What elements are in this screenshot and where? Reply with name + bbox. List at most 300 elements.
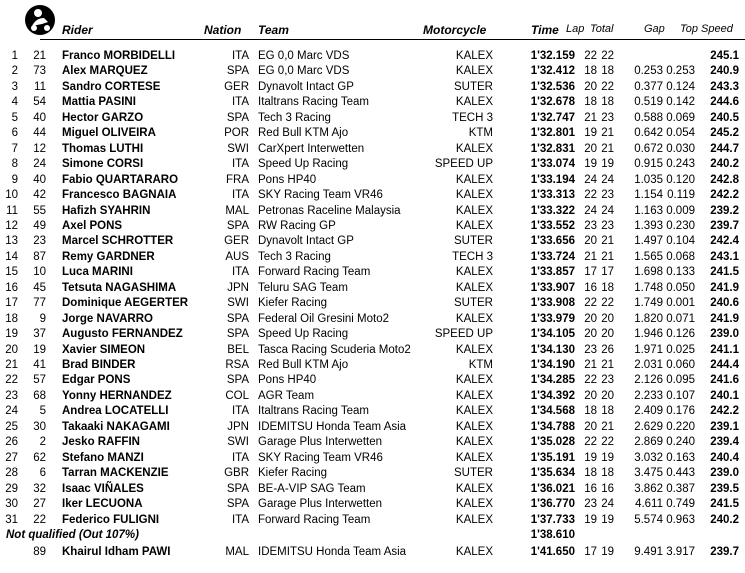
lap-time: 1'36.770 <box>530 498 575 511</box>
rider-number: 11 <box>34 80 46 93</box>
best-lap: 23 <box>584 219 597 232</box>
team-name: Dynavolt Intact GP <box>258 80 354 93</box>
table-row <box>0 204 745 219</box>
table-row <box>0 157 745 172</box>
gap-to-leader: 9.491 <box>634 546 663 559</box>
gap-to-previous: 0.124 <box>666 80 695 93</box>
rider-number: 55 <box>33 204 46 217</box>
gap-to-leader: 4.611 <box>635 498 663 511</box>
team-name: Speed Up Racing <box>258 328 349 341</box>
team-name: Federal Oil Gresini Moto2 <box>258 312 390 325</box>
nation: SWI <box>227 436 249 449</box>
rider-name: Edgar PONS <box>62 374 131 387</box>
rider-name: Yonny HERNANDEZ <box>62 389 172 402</box>
rider-number: 62 <box>33 451 46 464</box>
motorcycle: SUTER <box>454 467 493 480</box>
nation: SPA <box>226 328 249 341</box>
top-speed: 242.2 <box>710 405 739 418</box>
position: 10 <box>5 189 18 202</box>
top-speed: 241.1 <box>710 343 739 356</box>
table-row <box>0 250 745 265</box>
motorcycle: KALEX <box>455 405 493 418</box>
header-team: Team <box>258 23 289 37</box>
rider-number: 5 <box>39 405 46 418</box>
rider-number: 12 <box>33 142 46 155</box>
gap-to-previous: 0.001 <box>666 297 695 310</box>
total-laps: 23 <box>601 111 614 124</box>
team-name: Tech 3 Racing <box>258 111 331 124</box>
lap-time: 1'33.724 <box>530 250 575 263</box>
table-row <box>0 281 745 296</box>
rider-number: 42 <box>33 189 46 202</box>
gap-to-leader: 0.642 <box>634 127 663 140</box>
nation: ITA <box>231 451 249 464</box>
table-row <box>0 126 745 141</box>
motorcycle: KALEX <box>455 420 493 433</box>
gap-to-previous: 0.068 <box>666 250 695 263</box>
team-name: IDEMITSU Honda Team Asia <box>258 546 407 559</box>
table-row <box>0 188 745 203</box>
nation: ITA <box>231 266 249 279</box>
gap-to-previous: 0.749 <box>666 498 695 511</box>
rider-number: 27 <box>33 498 46 511</box>
gap-to-previous: 0.054 <box>666 127 695 140</box>
motorcycle: KALEX <box>455 96 493 109</box>
best-lap: 19 <box>584 451 597 464</box>
gap-to-previous: 0.220 <box>666 420 695 433</box>
gap-to-leader: 0.672 <box>634 142 663 155</box>
lap-time: 1'33.194 <box>530 173 575 186</box>
top-speed: 240.2 <box>710 513 739 526</box>
top-speed: 240.4 <box>710 451 739 464</box>
position: 27 <box>5 451 18 464</box>
lap-time: 1'37.733 <box>530 513 575 526</box>
rider-name: Francesco BAGNAIA <box>62 189 177 202</box>
total-laps: 24 <box>601 498 614 511</box>
table-row <box>0 296 745 311</box>
gap-to-leader: 2.233 <box>634 389 663 402</box>
gap-to-leader: 0.519 <box>634 96 663 109</box>
best-lap: 18 <box>584 96 597 109</box>
total-laps: 21 <box>601 142 614 155</box>
nation: GER <box>224 235 249 248</box>
motorcycle-rider-icon <box>24 4 56 36</box>
top-speed: 240.6 <box>710 297 739 310</box>
rider-name: Alex MARQUEZ <box>62 65 148 78</box>
best-lap: 22 <box>584 374 597 387</box>
best-lap: 16 <box>584 482 597 495</box>
lap-time: 1'33.313 <box>530 189 575 202</box>
lap-time: 1'34.788 <box>530 420 575 433</box>
rider-name: Augusto FERNANDEZ <box>62 328 183 341</box>
best-lap: 19 <box>584 513 597 526</box>
rider-number: 23 <box>33 235 46 248</box>
nation: SPA <box>226 65 249 78</box>
gap-to-previous: 0.387 <box>666 482 695 495</box>
table-row <box>0 219 745 234</box>
nation: ITA <box>231 513 249 526</box>
motorcycle: KALEX <box>455 142 493 155</box>
position: 24 <box>5 405 18 418</box>
rider-number: 89 <box>33 546 46 559</box>
best-lap: 21 <box>584 359 597 371</box>
table-header <box>0 0 745 40</box>
motorcycle: KALEX <box>455 498 493 511</box>
gap-to-leader: 1.163 <box>634 204 663 217</box>
nation: FRA <box>226 173 249 186</box>
table-row <box>0 234 745 249</box>
rider-number: 41 <box>33 359 46 371</box>
rider-name: Luca MARINI <box>62 266 133 279</box>
position: 9 <box>11 173 18 186</box>
not-qualified-label: Not qualified (Out 107%) <box>6 528 139 541</box>
table-row <box>0 513 745 528</box>
team-name: EG 0,0 Marc VDS <box>258 50 350 62</box>
gap-to-leader: 1.154 <box>634 189 663 202</box>
rider-name: Mattia PASINI <box>62 96 136 109</box>
gap-to-leader: 1.946 <box>634 328 663 341</box>
position: 17 <box>5 297 18 310</box>
best-lap: 18 <box>584 405 597 418</box>
gap-to-previous: 0.253 <box>666 65 695 78</box>
rider-name: Marcel SCHROTTER <box>62 235 174 248</box>
team-name: AGR Team <box>258 389 315 402</box>
header-total: Total <box>590 23 614 35</box>
team-name: CarXpert Interwetten <box>258 142 365 155</box>
rider-number: 30 <box>33 420 46 433</box>
motorcycle: SPEED UP <box>434 158 493 171</box>
motorcycle: KALEX <box>455 451 493 464</box>
gap-to-leader: 1.748 <box>634 281 663 294</box>
total-laps: 22 <box>601 50 614 62</box>
rider-number: 6 <box>39 467 46 480</box>
top-speed: 241.5 <box>710 266 739 279</box>
position: 28 <box>5 467 18 480</box>
gap-to-leader: 1.971 <box>634 343 663 356</box>
top-speed: 239.1 <box>710 420 739 433</box>
nation: AUS <box>225 250 249 263</box>
table-row <box>0 111 745 126</box>
top-speed: 244.6 <box>710 96 739 109</box>
best-lap: 17 <box>584 546 597 559</box>
nation: BEL <box>227 343 249 356</box>
gap-to-leader: 1.698 <box>634 266 663 279</box>
team-name: Kiefer Racing <box>258 297 328 310</box>
team-name: Forward Racing Team <box>258 266 371 279</box>
best-lap: 22 <box>584 189 597 202</box>
team-name: Forward Racing Team <box>258 513 371 526</box>
position: 13 <box>5 235 18 248</box>
position: 3 <box>11 80 18 93</box>
gap-to-leader: 1.749 <box>634 297 663 310</box>
rider-name: Remy GARDNER <box>62 250 155 263</box>
total-laps: 18 <box>601 65 614 78</box>
table-row <box>0 49 745 64</box>
motorcycle: KALEX <box>455 389 493 402</box>
position: 19 <box>5 328 18 341</box>
nation: COL <box>225 389 249 402</box>
rider-name: Xavier SIMEON <box>62 343 146 356</box>
team-name: Petronas Raceline Malaysia <box>258 204 401 217</box>
lap-time: 1'35.634 <box>530 467 575 480</box>
rider-number: 45 <box>33 281 46 294</box>
table-row <box>0 420 745 435</box>
nation: ITA <box>231 405 249 418</box>
gap-to-leader: 1.035 <box>634 173 663 186</box>
gap-to-previous: 3.917 <box>666 546 695 559</box>
position: 1 <box>11 50 18 62</box>
lap-time: 1'34.190 <box>530 359 575 371</box>
team-name: Garage Plus Interwetten <box>258 498 383 511</box>
rider-number: 24 <box>33 158 46 171</box>
gap-to-leader: 3.862 <box>634 482 663 495</box>
table-row <box>0 80 745 95</box>
rider-number: 19 <box>33 343 46 356</box>
rider-name: Tetsuta NAGASHIMA <box>62 281 177 294</box>
gap-to-leader: 1.565 <box>634 250 663 263</box>
team-name: Speed Up Racing <box>258 158 349 171</box>
best-lap: 24 <box>584 173 597 186</box>
top-speed: 241.5 <box>710 498 739 511</box>
gap-to-previous: 0.230 <box>666 219 695 232</box>
motorcycle: KALEX <box>455 189 493 202</box>
rider-name: Stefano MANZI <box>62 451 144 464</box>
best-lap: 22 <box>584 50 597 62</box>
top-speed: 244.4 <box>710 359 739 371</box>
lap-time: 1'34.392 <box>530 389 575 402</box>
gap-to-previous: 0.163 <box>666 451 695 464</box>
total-laps: 18 <box>601 96 614 109</box>
gap-to-previous: 0.126 <box>666 328 695 341</box>
rider-name: Brad BINDER <box>62 359 136 371</box>
rider-name: Hafizh SYAHRIN <box>62 204 151 217</box>
total-laps: 23 <box>601 374 614 387</box>
team-name: Red Bull KTM Ajo <box>258 127 349 140</box>
team-name: IDEMITSU Honda Team Asia <box>258 420 407 433</box>
header-rider: Rider <box>62 23 93 37</box>
lap-time: 1'36.021 <box>530 482 575 495</box>
motorcycle: TECH 3 <box>452 250 493 263</box>
total-laps: 22 <box>601 297 614 310</box>
table-row <box>0 497 745 512</box>
motorcycle: KALEX <box>455 266 493 279</box>
rider-name: Takaaki NAKAGAMI <box>62 420 170 433</box>
rider-name: Fabio QUARTARARO <box>62 173 179 186</box>
team-name: Kiefer Racing <box>258 467 328 480</box>
lap-time: 1'32.159 <box>530 50 575 62</box>
nation: SPA <box>226 498 249 511</box>
gap-to-previous: 0.963 <box>666 513 695 526</box>
total-laps: 21 <box>601 127 614 140</box>
position: 5 <box>11 111 18 124</box>
gap-to-leader: 1.393 <box>634 219 663 232</box>
gap-to-leader: 1.497 <box>634 235 663 248</box>
team-name: Red Bull KTM Ajo <box>258 359 349 371</box>
total-laps: 23 <box>601 189 614 202</box>
position: 23 <box>5 389 18 402</box>
lap-time: 1'35.028 <box>530 436 575 449</box>
lap-time: 1'33.074 <box>530 158 575 171</box>
nation: SPA <box>226 111 249 124</box>
rider-number: 73 <box>33 65 46 78</box>
nation: JPN <box>227 420 249 433</box>
gap-to-previous: 0.104 <box>666 235 695 248</box>
motorcycle: KALEX <box>455 513 493 526</box>
position: 18 <box>5 312 18 325</box>
nation: ITA <box>231 189 249 202</box>
top-speed: 239.4 <box>710 436 739 449</box>
position: 21 <box>5 359 18 371</box>
top-speed: 239.2 <box>710 204 739 217</box>
total-laps: 19 <box>601 451 614 464</box>
total-laps: 18 <box>601 467 614 480</box>
top-speed: 243.3 <box>710 80 739 93</box>
gap-to-leader: 2.629 <box>634 420 663 433</box>
table-row <box>0 373 745 388</box>
lap-time: 1'34.568 <box>530 405 575 418</box>
best-lap: 20 <box>584 312 597 325</box>
header-time: Time <box>531 23 559 37</box>
gap-to-leader: 3.032 <box>634 451 663 464</box>
qualifying-limit-time: 1'38.610 <box>530 528 575 541</box>
position: 7 <box>11 142 18 155</box>
rider-name: Thomas LUTHI <box>62 142 144 155</box>
lap-time: 1'34.285 <box>530 374 575 387</box>
position: 15 <box>5 266 18 279</box>
gap-to-leader: 2.409 <box>634 405 663 418</box>
lap-time: 1'33.979 <box>530 312 575 325</box>
table-row <box>0 173 745 188</box>
nation: MAL <box>225 204 249 217</box>
motorcycle: SPEED UP <box>434 328 493 341</box>
team-name: Garage Plus Interwetten <box>258 436 383 449</box>
motorcycle: KALEX <box>455 312 493 325</box>
motorcycle: KALEX <box>455 50 493 62</box>
rider-name: Andrea LOCATELLI <box>62 405 169 418</box>
table-row <box>0 64 745 79</box>
nation: RSA <box>225 359 249 371</box>
position: 20 <box>5 343 18 356</box>
gap-to-previous: 0.050 <box>666 281 695 294</box>
rider-number: 44 <box>33 127 46 140</box>
motorcycle: KALEX <box>455 204 493 217</box>
rider-number: 77 <box>33 297 46 310</box>
position: 29 <box>5 482 18 495</box>
rider-name: Iker LECUONA <box>62 498 143 511</box>
rider-name: Jorge NAVARRO <box>62 312 153 325</box>
header-nation: Nation <box>204 23 242 37</box>
header-top-speed: Top Speed <box>680 23 733 35</box>
rider-name: Jesko RAFFIN <box>62 436 140 449</box>
table-row <box>0 142 745 157</box>
top-speed: 239.7 <box>710 546 739 559</box>
gap-to-previous: 0.060 <box>666 359 695 371</box>
motorcycle: SUTER <box>454 297 493 310</box>
rider-name: Axel PONS <box>62 219 123 232</box>
team-name: Teluru SAG Team <box>258 281 348 294</box>
rider-number: 40 <box>33 173 46 186</box>
rider-name: Sandro CORTESE <box>62 80 161 93</box>
rider-number: 57 <box>33 374 46 387</box>
position: 30 <box>5 498 18 511</box>
position: 6 <box>11 127 18 140</box>
rider-number: 40 <box>33 111 46 124</box>
gap-to-previous: 0.071 <box>666 312 695 325</box>
gap-to-leader: 0.915 <box>634 158 663 171</box>
gap-to-previous: 0.120 <box>666 173 695 186</box>
top-speed: 240.9 <box>710 65 739 78</box>
rider-name: Simone CORSI <box>62 158 144 171</box>
best-lap: 17 <box>584 266 597 279</box>
gap-to-leader: 2.031 <box>634 359 663 371</box>
gap-to-previous: 0.030 <box>666 142 695 155</box>
lap-time: 1'35.191 <box>530 451 575 464</box>
top-speed: 244.7 <box>710 142 739 155</box>
team-name: EG 0,0 Marc VDS <box>258 65 350 78</box>
rider-number: 87 <box>33 250 46 263</box>
position: 26 <box>5 436 18 449</box>
total-laps: 20 <box>601 389 614 402</box>
motorcycle: KALEX <box>455 482 493 495</box>
table-row <box>0 327 745 342</box>
gap-to-leader: 0.253 <box>634 65 663 78</box>
motorcycle: KALEX <box>455 219 493 232</box>
top-speed: 242.8 <box>710 173 739 186</box>
gap-to-previous: 0.133 <box>666 266 695 279</box>
total-laps: 21 <box>601 359 614 371</box>
team-name: BE-A-VIP SAG Team <box>258 482 366 495</box>
top-speed: 242.4 <box>710 235 739 248</box>
table-row <box>0 404 745 419</box>
total-laps: 19 <box>601 513 614 526</box>
nation: ITA <box>231 96 249 109</box>
best-lap: 21 <box>584 250 597 263</box>
nation: SWI <box>227 142 249 155</box>
position: 2 <box>11 65 18 78</box>
best-lap: 20 <box>584 420 597 433</box>
best-lap: 18 <box>584 467 597 480</box>
total-laps: 20 <box>601 328 614 341</box>
nation: ITA <box>231 158 249 171</box>
top-speed: 241.9 <box>710 312 739 325</box>
team-name: Pons HP40 <box>258 374 317 387</box>
table-row <box>0 343 745 358</box>
rider-number: 49 <box>33 219 46 232</box>
best-lap: 24 <box>584 204 597 217</box>
total-laps: 24 <box>601 173 614 186</box>
table-row <box>0 312 745 327</box>
lap-time: 1'33.908 <box>530 297 575 310</box>
gap-to-previous: 0.176 <box>666 405 695 418</box>
lap-time: 1'33.552 <box>530 219 575 232</box>
lap-time: 1'33.857 <box>530 266 575 279</box>
best-lap: 23 <box>584 498 597 511</box>
top-speed: 239.0 <box>710 467 739 480</box>
motorcycle: TECH 3 <box>452 111 493 124</box>
rider-name: Hector GARZO <box>62 111 144 124</box>
top-speed: 239.7 <box>710 219 739 232</box>
top-speed: 239.5 <box>710 482 739 495</box>
lap-time: 1'32.412 <box>530 65 575 78</box>
header-lap: Lap <box>566 23 585 35</box>
team-name: Italtrans Racing Team <box>258 405 370 418</box>
motorcycle: KALEX <box>455 343 493 356</box>
team-name: SKY Racing Team VR46 <box>258 189 383 202</box>
gap-to-leader: 2.126 <box>634 374 663 387</box>
rider-number: 68 <box>33 389 46 402</box>
gap-to-leader: 5.574 <box>634 513 663 526</box>
lap-time: 1'34.130 <box>530 343 575 356</box>
